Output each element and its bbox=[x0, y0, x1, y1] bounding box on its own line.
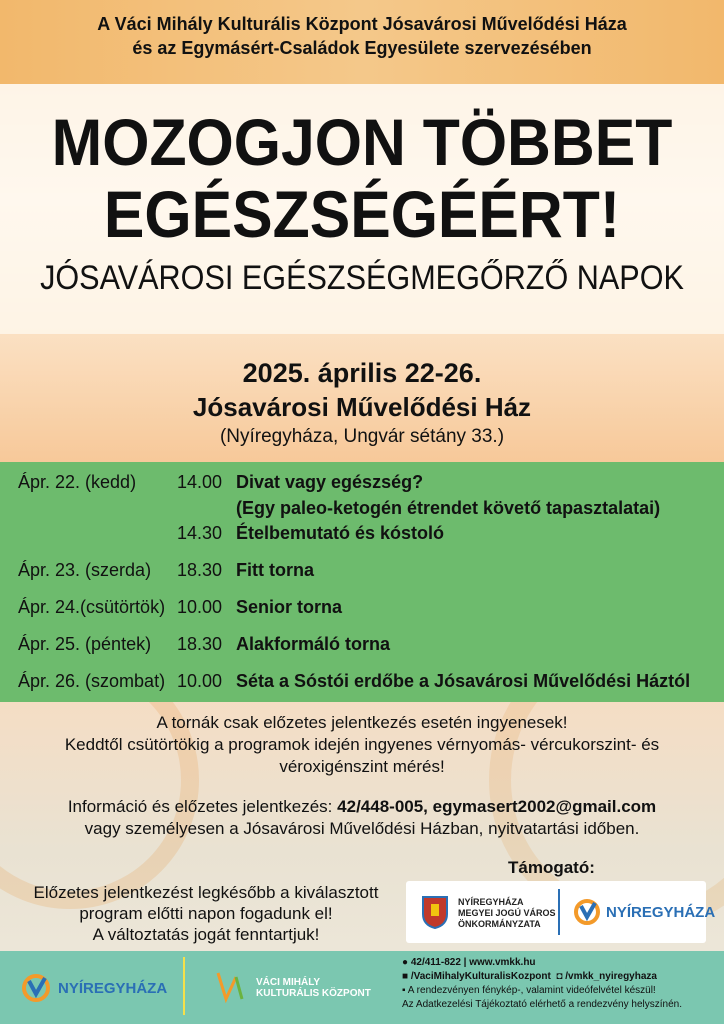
footer-logo-2-line-2: KULTURÁLIS KÖZPONT bbox=[256, 988, 371, 999]
notice-block bbox=[0, 712, 724, 778]
footer bbox=[0, 951, 724, 1024]
schedule-activity: Séta a Sóstói erdőbe a Jósavárosi Művelődési Háztól bbox=[236, 671, 691, 691]
footer-privacy-note: Az Adatkezelési Tájékoztató elérhető a rendezvény helyszínén. bbox=[402, 999, 682, 1010]
footer-phone-web: ● 42/411-822 | www.vmkk.hu bbox=[402, 957, 536, 968]
schedule-activity: Divat vagy egészség? bbox=[236, 472, 424, 492]
sponsor-brand: NYÍREGYHÁZA bbox=[606, 904, 716, 921]
facebook-icon: ■ bbox=[402, 971, 411, 982]
nyiregyhaza-logo-icon bbox=[572, 897, 602, 927]
sponsor-city-line-3: ÖNKORMÁNYZATA bbox=[458, 919, 541, 929]
schedule-activity: Senior torna bbox=[236, 597, 343, 617]
schedule-day: Ápr. 25. (péntek) bbox=[18, 634, 152, 654]
sponsor-city-line-1: NYÍREGYHÁZA bbox=[458, 897, 524, 907]
schedule-time: 14.00 bbox=[177, 472, 223, 492]
contact-info bbox=[0, 796, 724, 840]
deadline-line-1: Előzetes jelentkezést legkésőbb a kiválasztott bbox=[33, 883, 379, 902]
schedule-activity: Alakformáló torna bbox=[236, 634, 391, 654]
event-date: 2025. április 22-26. bbox=[242, 358, 482, 388]
footer-photo-note: ▪ A rendezvényen fénykép-, valamint videófelvétel készül! bbox=[402, 985, 656, 996]
schedule-activity: Fitt torna bbox=[236, 560, 314, 580]
contact-details[interactable]: 42/448-005, egymasert2002@gmail.com bbox=[337, 797, 657, 816]
contact-prefix: Információ és előzetes jelentkezés: bbox=[67, 797, 333, 816]
organizer-line-1: A Váci Mihály Kulturális Központ Jósavárosi Művelődési Háza bbox=[97, 14, 627, 34]
subtitle: JÓSAVÁROSI EGÉSZSÉGMEGŐRZŐ NAPOK bbox=[40, 259, 684, 297]
contact-line-2: vagy személyesen a Jósavárosi Művelődési Házban, nyitvatartási időben. bbox=[84, 819, 640, 838]
instagram-icon: ◘ bbox=[556, 971, 566, 982]
deadline-line-3: A változtatás jogát fenntartjuk! bbox=[92, 925, 320, 944]
city-crest-icon bbox=[420, 894, 450, 930]
schedule-day: Ápr. 23. (szerda) bbox=[18, 560, 152, 580]
schedule-time: 14.30 bbox=[177, 523, 223, 543]
schedule-day: Ápr. 24.(csütörtök) bbox=[18, 597, 166, 617]
sponsor-divider bbox=[558, 889, 560, 935]
vmkk-logo-icon bbox=[212, 969, 248, 1005]
location-icon: ● bbox=[402, 957, 411, 968]
schedule-time: 10.00 bbox=[177, 597, 223, 617]
footer-logo-2-line-1: VÁCI MIHÁLY bbox=[256, 977, 321, 988]
sponsor-logos bbox=[406, 881, 716, 943]
footer-logo-1: NYÍREGYHÁZA bbox=[58, 980, 168, 997]
nyiregyhaza-footer-logo-icon bbox=[20, 972, 52, 1004]
schedule-time: 18.30 bbox=[177, 560, 223, 580]
camera-icon: ▪ bbox=[402, 985, 408, 996]
main-title-line-1: MOZOGJON TÖBBET bbox=[51, 105, 673, 179]
schedule-time: 10.00 bbox=[177, 671, 223, 691]
deadline-note bbox=[26, 882, 386, 945]
footer-social: ■ /VaciMihalyKulturalisKozpont ◘ /vmkk_nyiregyhaza bbox=[402, 971, 657, 982]
schedule-day: Ápr. 26. (szombat) bbox=[18, 671, 166, 691]
event-address: (Nyíregyháza, Ungvár sétány 33.) bbox=[219, 426, 505, 447]
schedule-activity: (Egy paleo-ketogén étrendet követő tapasztalatai) bbox=[236, 498, 661, 518]
notice-line-2: Keddtől csütörtökig a programok idején ingyenes vérnyomás- vércukorszint- és bbox=[64, 735, 660, 754]
footer-divider bbox=[183, 957, 185, 1015]
organizer-line-2: és az Egymásért-Családok Egyesülete szervezésében bbox=[132, 38, 592, 58]
event-venue: Jósavárosi Művelődési Ház bbox=[192, 392, 532, 422]
deadline-line-2: program előtti napon fogadunk el! bbox=[79, 904, 333, 923]
sponsor-label: Támogató: bbox=[508, 858, 595, 877]
sponsor-city-line-2: MEGYEI JOGÚ VÁROS bbox=[458, 908, 556, 918]
main-title-line-2: EGÉSZSÉGÉÉRT! bbox=[103, 177, 621, 251]
schedule-time: 18.30 bbox=[177, 634, 223, 654]
organizer-header bbox=[0, 0, 724, 84]
schedule-activity: Ételbemutató és kóstoló bbox=[236, 523, 445, 543]
schedule-day: Ápr. 22. (kedd) bbox=[18, 472, 137, 492]
event-info bbox=[0, 356, 724, 450]
notice-line-1: A tornák csak előzetes jelentkezés esetén ingyenesek! bbox=[156, 713, 568, 732]
title-band bbox=[0, 84, 724, 334]
schedule-table bbox=[0, 462, 724, 702]
notice-line-3: véroxigénszint mérés! bbox=[279, 757, 445, 776]
